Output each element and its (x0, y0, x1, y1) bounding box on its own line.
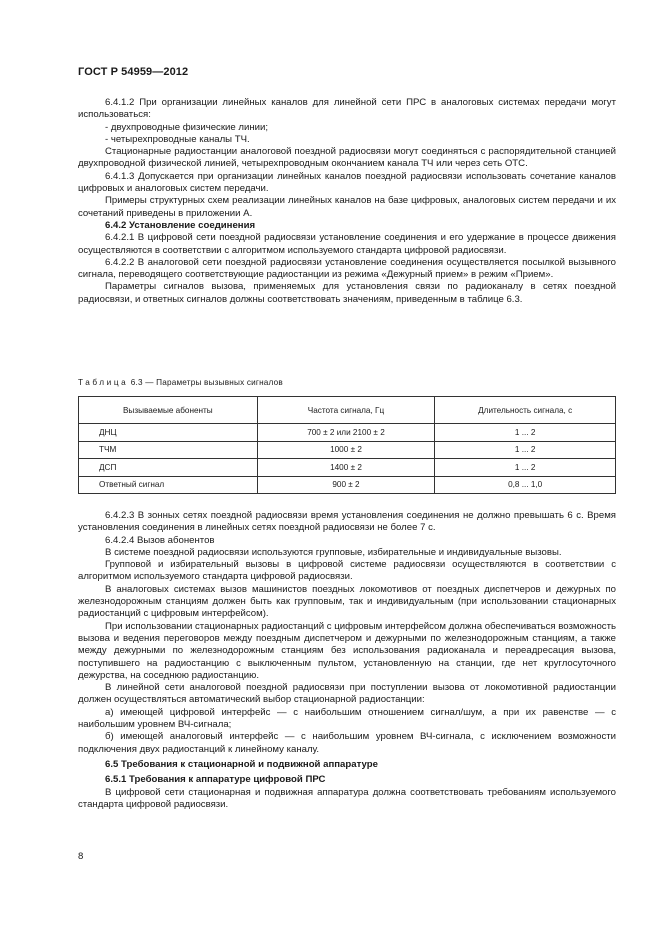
list-item: - двухпроводные физические линии; (105, 121, 269, 133)
table-cell: ДНЦ (79, 424, 258, 442)
text-block-bottom (78, 510, 616, 811)
paragraph: Параметры сигналов вызова, применяемых для установления связи по радиоканалу в сетях поездной радиосвязи, и ответных сигналов должны соответствовать значениям, приведенным в таблице 6.3. (78, 281, 616, 305)
table-cell: 700 ± 2 или 2100 ± 2 (257, 424, 435, 442)
column-header: Длительность сигнала, с (435, 397, 616, 424)
column-header: Частота сигнала, Гц (257, 397, 435, 424)
list-item: - четырехпроводные каналы ТЧ. (105, 133, 250, 145)
paragraph: В аналоговых системах вызов машинистов поездных локомотивов от поездных диспетчеров и дежурных по железнодорожным станциям должен быть как групповым, так и индивидуальным (при использовании стационарных радиостанций с цифровым интерфейсом). (78, 583, 616, 620)
table-cell: 1400 ± 2 (257, 459, 435, 477)
paragraph: Примеры структурных схем реализации линейных каналов на базе цифровых, аналоговых систем передачи и их сочетаний приведены в приложении А. (78, 195, 616, 219)
section-heading: 6.5 Требования к стационарной и подвижной аппаратуре (105, 758, 378, 770)
table-cell: 900 ± 2 (257, 476, 435, 494)
paragraph: В системе поездной радиосвязи используются групповые, избирательные и индивидуальные вызовы. (105, 546, 562, 558)
paragraph: В цифровой сети стационарная и подвижная аппаратура должна соответствовать требованиям используемого стандарта цифровой радиосвязи. (78, 786, 616, 810)
document-code: ГОСТ Р 54959—2012 (78, 66, 189, 78)
table-cell: 1 ... 2 (435, 441, 616, 459)
paragraph: а) имеющей цифровой интерфейс — с наибольшим отношением сигнал/шум, а при их равенстве — с наибольшим уровнем ВЧ-сигнала; (78, 706, 616, 731)
table-caption (78, 378, 283, 387)
paragraph: 6.4.1.3 Допускается при организации линейных каналов поездной радиосвязи использовать сочетание каналов цифровых и аналоговых систем передачи. (78, 170, 616, 195)
table-caption-label: Таблица (78, 378, 129, 387)
table-header-row (79, 397, 616, 424)
table-cell: 1 ... 2 (435, 459, 616, 477)
table-cell: ДСП (79, 459, 258, 477)
table-caption-text: 6.3 — Параметры вызывных сигналов (130, 378, 283, 387)
paragraph: 6.4.2.2 В аналоговой сети поездной радиосвязи установление соединения осуществляется посылкой вызывного сигнала, переводящего соответствующие радиостанции из режима «Дежурный прием» в режим «Прием». (78, 256, 616, 281)
subsection-heading: 6.5.1 Требования к аппаратуре цифровой ПРС (105, 774, 326, 786)
column-header: Вызываемые абоненты (79, 397, 258, 424)
table-cell: 1 ... 2 (435, 424, 616, 442)
paragraph: В линейной сети аналоговой поездной радиосвязи при поступлении вызова от локомотивной радиостанции должен осуществляться автоматический выбор стационарной радиостанции: (78, 682, 616, 706)
section-heading: 6.4.2 Установление соединения (105, 219, 256, 231)
table-cell: 1000 ± 2 (257, 441, 435, 459)
signal-parameters-table (78, 396, 616, 494)
page-number: 8 (78, 851, 84, 862)
table-row (79, 424, 616, 442)
table-row (79, 476, 616, 494)
paragraph: При использовании стационарных радиостанций с цифровым интерфейсом должна обеспечиваться возможность вызова и ведения переговоров между поездным диспетчером и дежурными по железнодорожным станциям, а также между дежурными по железнодорожным станциям без использования радиоканала и переадресация вызова, поступившего на радиостанцию с выключенным пультом, установленную на станции, где нет круглосуточного дежурства, на соседнюю радиостанцию. (78, 620, 616, 681)
paragraph: 6.4.1.2 При организации линейных каналов для линейной сети ПРС в аналоговых системах передачи могут использоваться: (78, 97, 616, 121)
paragraph: Стационарные радиостанции аналоговой поездной радиосвязи могут соединяться с распорядительной станцией двухпроводной физической линией, четырехпроводным окончанием канала ТЧ или через сеть ОТС. (78, 146, 616, 170)
paragraph: 6.4.2.1 В цифровой сети поездной радиосвязи установление соединения и его удержание в процессе движения осуществляются в соответствии с алгоритмом используемого стандарта цифровой радиосвязи. (78, 232, 616, 256)
table-cell: 0,8 ... 1,0 (435, 476, 616, 494)
paragraph: 6.4.2.3 В зонных сетях поездной радиосвязи время установления соединения не должно превышать 6 с. Время установления соединения в линейных сетях поездной радиосвязи не более 7 с. (78, 510, 616, 534)
table-cell: Ответный сигнал (79, 476, 258, 494)
paragraph: Групповой и избирательный вызовы в цифровой системе радиосвязи осуществляются в соответствии с алгоритмом используемого стандарта цифровой радиосвязи. (78, 559, 616, 583)
table-cell: ТЧМ (79, 441, 258, 459)
table-row (79, 459, 616, 477)
paragraph: 6.4.2.4 Вызов абонентов (105, 534, 215, 546)
paragraph: б) имеющей аналоговый интерфейс — с наибольшим уровнем ВЧ-сигнала, с исключением возможности подключения двух радиостанций к линейному каналу. (78, 731, 616, 755)
text-block-top (78, 97, 616, 306)
table-row (79, 441, 616, 459)
